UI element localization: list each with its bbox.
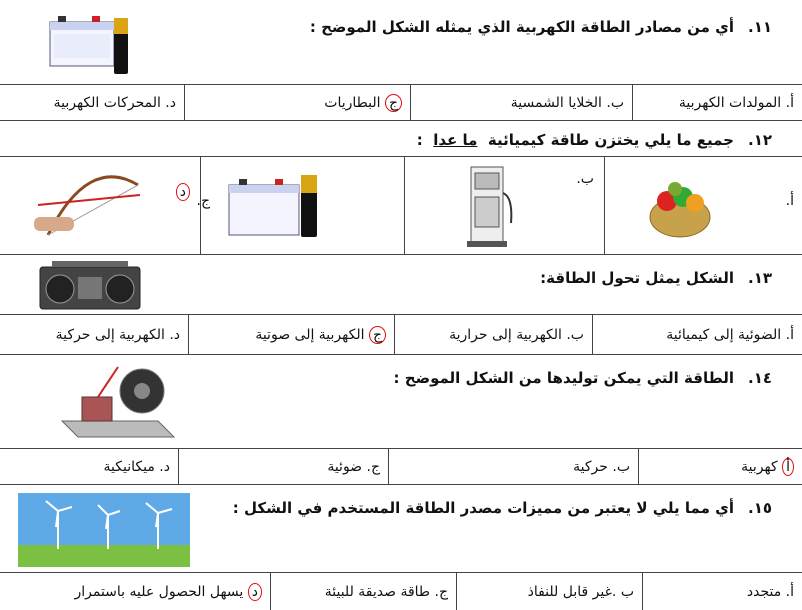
radio-image — [38, 259, 142, 313]
question-13-text: ١٣.الشكل يمثل تحول الطاقة: — [540, 269, 772, 287]
q14-option-c[interactable]: ج. ضوئية — [178, 449, 388, 484]
question-14 — [0, 354, 802, 448]
q11-option-b[interactable]: ب. الخلايا الشمسية — [410, 85, 632, 120]
answer-mark-circle: ج — [385, 94, 402, 112]
q12-option-d[interactable] — [0, 157, 200, 254]
fuel-pump-icon — [457, 163, 517, 249]
answer-mark-circle: د — [176, 183, 190, 201]
battery-icon — [48, 8, 138, 78]
q15-answers — [0, 572, 802, 610]
q12-option-b[interactable]: ب. — [404, 157, 604, 254]
answer-mark-circle: ج — [369, 326, 386, 344]
q14-option-a[interactable]: أ كهربية — [638, 449, 802, 484]
wind-turbine-icon — [18, 493, 190, 567]
question-12 — [0, 120, 802, 156]
generator-image — [58, 361, 178, 447]
bow-arrow-icon — [28, 165, 148, 245]
battery-image — [48, 8, 138, 78]
q15-option-d[interactable]: د يسهل الحصول عليه باستمرار — [0, 573, 270, 610]
q11-option-c[interactable]: ج البطاريات — [184, 85, 410, 120]
q12-option-c[interactable]: ج. — [200, 157, 404, 254]
battery-icon — [227, 167, 327, 241]
q11-option-a[interactable]: أ. المولدات الكهربية — [632, 85, 802, 120]
q15-option-c[interactable]: ج. طاقة صديقة للبيئة — [270, 573, 456, 610]
q15-option-a[interactable]: أ. متجدد — [642, 573, 802, 610]
q14-option-d[interactable]: د. ميكانيكية — [103, 458, 170, 475]
q13-option-d[interactable]: د. الكهربية إلى حركية — [55, 326, 180, 343]
q14-answers — [0, 448, 802, 484]
q13-option-a[interactable]: أ. الضوئية إلى كيميائية — [592, 315, 802, 354]
generator-icon — [58, 361, 178, 447]
question-11 — [0, 0, 802, 84]
answer-mark-circle: أ — [782, 458, 794, 476]
q11-answers — [0, 84, 802, 120]
q15-option-b[interactable]: ب .غير قابل للنفاذ — [456, 573, 642, 610]
q12-option-a[interactable]: أ. — [604, 157, 802, 254]
q14-option-b[interactable]: ب. حركية — [388, 449, 638, 484]
radio-icon — [38, 259, 142, 313]
q11-option-d[interactable]: د. المحركات الكهربية — [53, 94, 176, 111]
question-15 — [0, 484, 802, 572]
question-15-text: ١٥.أي مما يلي لا يعتبر من مميزات مصدر الطاقة المستخدم في الشكل : — [232, 499, 772, 517]
wind-turbines-image — [18, 493, 190, 567]
q13-option-b[interactable]: ب. الكهربية إلى حرارية — [394, 315, 592, 354]
q13-option-c[interactable]: ج الكهربية إلى صوتية — [188, 315, 394, 354]
question-14-text: ١٤.الطاقة التي يمكن توليدها من الشكل الموضح : — [393, 369, 772, 387]
fruit-basket-icon — [645, 171, 715, 241]
question-11-text: ١١.أي من مصادر الطاقة الكهربية الذي يمثله الشكل الموضح : — [309, 18, 772, 36]
answer-mark-circle: د — [248, 583, 262, 601]
q13-answers — [0, 314, 802, 354]
q12-images — [0, 156, 802, 254]
question-13 — [0, 254, 802, 314]
question-12-text: ١٢.جميع ما يلي يختزن طاقة كيميائية ما عدا : — [416, 131, 772, 149]
